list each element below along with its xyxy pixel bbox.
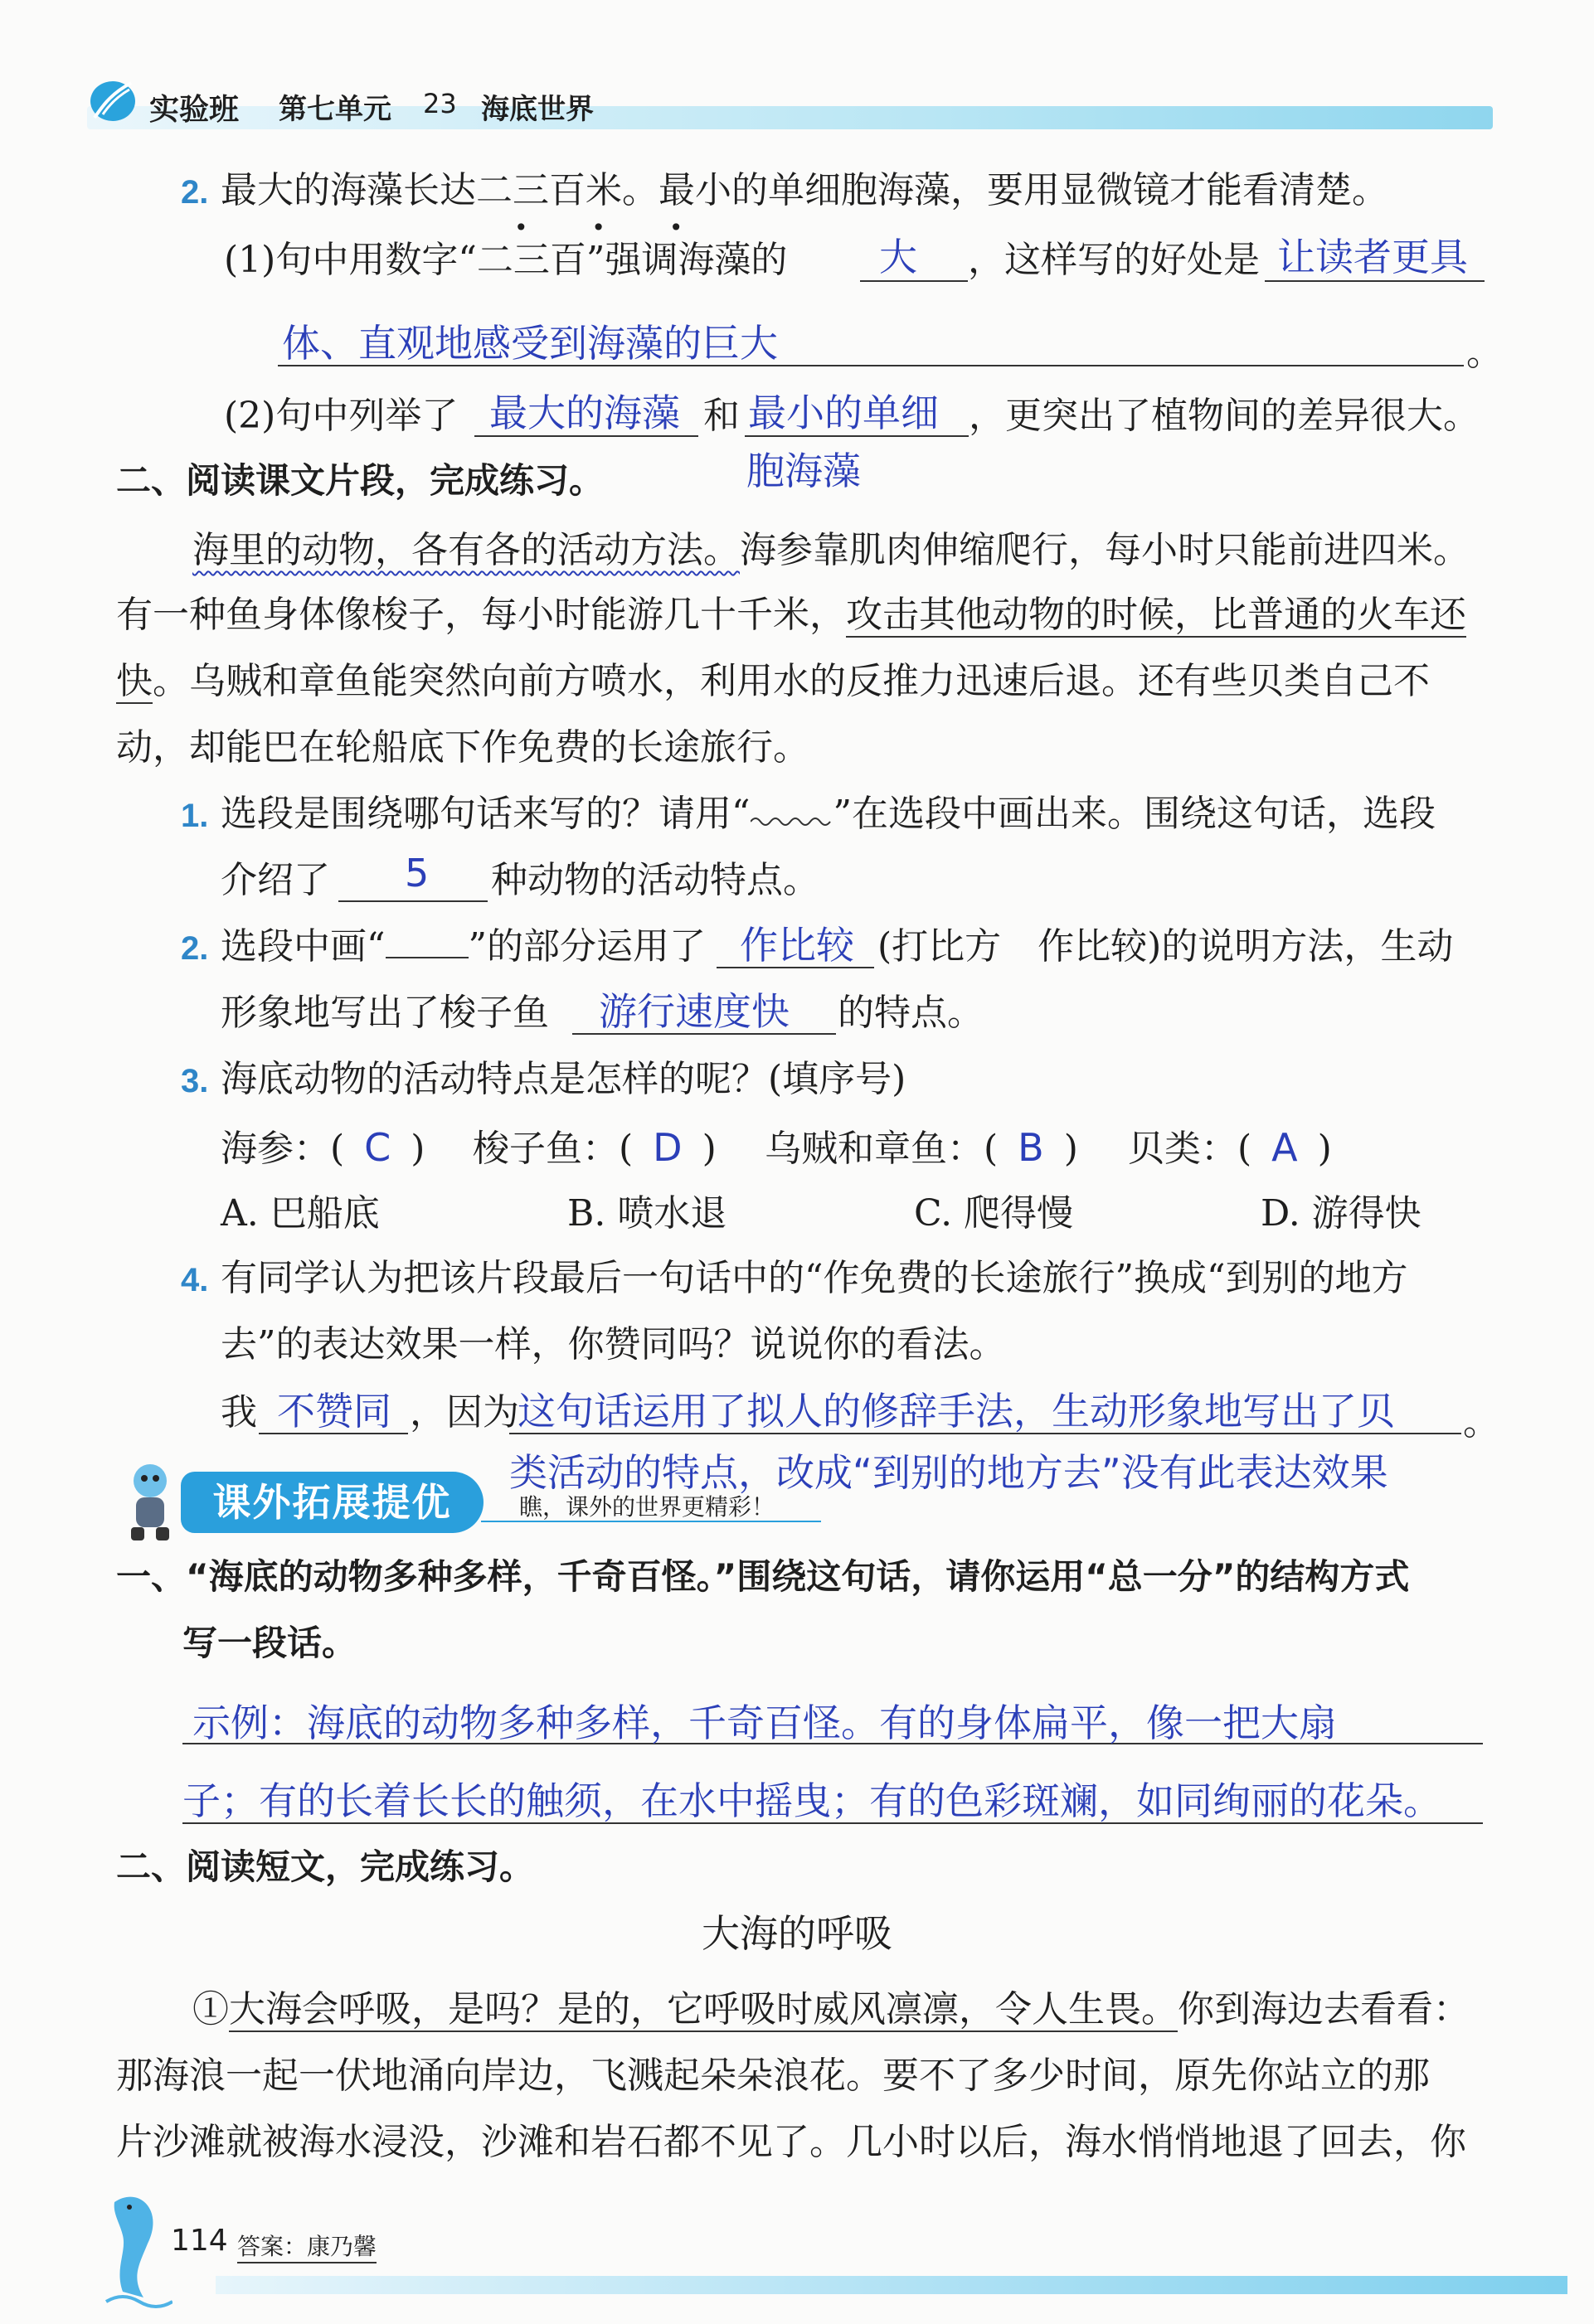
answer-blank — [338, 900, 488, 902]
passage-text: 有一种鱼身体像梭子，每小时能游几十千米， — [116, 594, 846, 636]
answer-text: 5 — [405, 851, 430, 895]
underlined-text: 大海会呼吸，是吗？是的，它呼吸时威风凛凛，令人生畏。 — [229, 1988, 1178, 2030]
header-lesson-title: 海底世界 — [481, 93, 594, 126]
answer-prefix: 我 — [221, 1391, 257, 1434]
article-line-2: 那海浪一起一伏地涌向岸边，飞溅起朵朵浪花。要不了多少时间，原先你站立的那 — [116, 2055, 1430, 2097]
answer-text: 最大的海藻 — [489, 391, 680, 435]
question-text: 海底动物的活动特点是怎样的呢？(填序号) — [221, 1058, 906, 1100]
item-close: ) — [411, 1128, 425, 1170]
section-heading: 二、阅读短文，完成练习。 — [116, 1846, 535, 1887]
question-number: 3. — [181, 1063, 209, 1099]
answer-text: 这句话运用了拟人的修辞手法，生动形象地写出了贝 — [518, 1389, 1395, 1434]
question-text-part: 选段中画“ — [221, 925, 386, 968]
period: 。 — [1466, 332, 1503, 374]
answer-text: 不赞同 — [277, 1389, 391, 1434]
sub-question-1: (1)句中用数字“二三百”强调海藻的 — [224, 239, 788, 281]
header-brand: 实验班 — [149, 93, 240, 127]
question-text-part: ”在选段中画出来。围绕这句话，选段 — [833, 793, 1436, 835]
period: 。 — [1463, 1401, 1499, 1443]
answer-text: 子；有的长着长长的触须，在水中摇曳；有的色彩斑斓，如同绚丽的花朵。 — [182, 1778, 1441, 1823]
section-heading: 二、阅读课文片段，完成练习。 — [116, 460, 605, 501]
answer-text: 体、直观地感受到海藻的巨大 — [282, 321, 778, 366]
question-text: 一、“海底的动物多种多样，千奇百怪。”围绕这句话，请你运用“总一分”的结构方式 — [116, 1556, 1410, 1597]
question-text: 写一段话。 — [182, 1623, 357, 1663]
question-text: 介绍了 — [221, 859, 330, 901]
answer-credit: 答案：康乃馨 — [237, 2229, 377, 2263]
question-number: 4. — [181, 1262, 209, 1298]
conjunction: 和 — [703, 395, 740, 437]
sub-question-1-middle: ，这样写的好处是 — [968, 239, 1260, 281]
passage-text: 海参靠肌肉伸缩爬行，每小时只能前进四米。 — [740, 529, 1470, 571]
item-close: ) — [1063, 1128, 1078, 1170]
answer-text: 示例：海底的动物多种多样，千奇百怪。有的身体扁平，像一把大扇 — [192, 1701, 1337, 1745]
passage-line-2 — [116, 590, 1466, 640]
item-label: 贝类：( — [1128, 1128, 1252, 1170]
article-title: 大海的呼吸 — [702, 1911, 892, 1956]
header-unit: 第七单元 — [279, 93, 391, 126]
passage-line-3 — [116, 657, 1430, 706]
q3-item-shuttle-fish — [473, 1123, 717, 1174]
leaf-logo-icon — [88, 78, 138, 128]
answer-text: A — [1271, 1125, 1298, 1170]
answer-text: 胞海藻 — [746, 449, 861, 493]
item-label: 乌贼和章鱼：( — [765, 1128, 999, 1170]
article-line-1 — [192, 1985, 1470, 2035]
question-text: 形象地写出了梭子鱼 — [221, 992, 549, 1034]
banner-tagline: 瞧，课外的世界更精彩！ — [519, 1493, 775, 1521]
q3-item-sea-cucumber — [221, 1123, 425, 1174]
item-close: ) — [1317, 1128, 1332, 1170]
question-text-part: ”的部分运用了 — [468, 925, 706, 968]
answer-text: 最小的单细 — [748, 391, 939, 435]
answer-middle: ，因为 — [410, 1391, 519, 1434]
article-text: 你到海边去看看： — [1178, 1988, 1470, 2030]
emphasis-dots: • • • — [514, 214, 712, 241]
answer-text: 类活动的特点，改成“到别的地方去”没有此表达效果 — [509, 1450, 1388, 1495]
footer-band — [216, 2276, 1567, 2294]
sub-question-2: (2)句中列举了 — [224, 395, 459, 437]
option-d: D. 游得快 — [1261, 1192, 1421, 1235]
question-text-part: 选段是围绕哪句话来写的？请用“ — [221, 793, 751, 835]
straight-line-symbol — [386, 932, 469, 958]
answer-text: 大 — [879, 235, 917, 279]
passage-text: 。乌贼和章鱼能突然向前方喷水，利用水的反推力迅速后退。还有些贝类自己不 — [153, 660, 1430, 702]
question-text: 有同学认为把该片段最后一句话中的“作免费的长途旅行”换成“到别的地方 — [221, 1257, 1408, 1299]
option-b: B. 喷水退 — [567, 1192, 727, 1235]
wavy-line-symbol — [751, 792, 833, 842]
mascot-icon — [113, 1458, 187, 1550]
question-number: 1. — [181, 798, 209, 834]
q3-item-squid-octopus — [765, 1123, 1078, 1174]
question-number: 2. — [181, 174, 209, 211]
article-line-3: 片沙滩就被海水浸没，沙滩和岩石都不见了。几小时以后，海水悄悄地退了回去，你 — [116, 2121, 1466, 2163]
sub-question-2-suffix: ，更突出了植物间的差异很大。 — [969, 395, 1480, 437]
question-text: 的特点。 — [838, 992, 984, 1034]
paragraph-marker: ① — [192, 1988, 229, 2030]
answer-text: B — [1018, 1125, 1044, 1170]
answer-text: 作比较 — [740, 923, 854, 968]
q3-item-shellfish — [1128, 1123, 1332, 1174]
question-number: 2. — [181, 930, 209, 967]
item-close: ) — [702, 1128, 717, 1170]
banner-title: 课外拓展提优 — [181, 1472, 484, 1533]
option-c: C. 爬得慢 — [914, 1192, 1074, 1235]
question-text — [221, 789, 1436, 842]
passage-line-1 — [192, 526, 1470, 575]
question-text: 最大的海藻长达二三百米。最小的单细胞海藻，要用显微镜才能看清楚。 — [221, 169, 1388, 211]
page-number: 114 — [171, 2224, 228, 2258]
question-text — [221, 922, 706, 972]
option-a: A. 巴船底 — [221, 1192, 380, 1235]
answer-text: 让读者更具 — [1277, 235, 1468, 279]
dolphin-icon — [98, 2186, 173, 2313]
item-label: 海参：( — [221, 1128, 345, 1170]
question-text: (打比方 作比较)的说明方法，生动 — [877, 925, 1454, 968]
header-lesson-number: 23 — [423, 88, 457, 119]
item-label: 梭子鱼：( — [473, 1128, 634, 1170]
answer-text: C — [364, 1125, 391, 1170]
underlined-text: 快 — [116, 660, 153, 702]
question-text: 去”的表达效果一样，你赞同吗？说说你的看法。 — [221, 1323, 1006, 1366]
question-text: 种动物的活动特点。 — [491, 859, 819, 901]
underlined-text: 攻击其他动物的时候，比普通的火车还 — [846, 594, 1466, 636]
answer-text: D — [653, 1125, 683, 1170]
topic-sentence: 海里的动物，各有各的活动方法。 — [192, 529, 740, 571]
banner-underline — [481, 1521, 821, 1522]
answer-text: 游行速度快 — [599, 989, 790, 1034]
passage-line-4: 动，却能巴在轮船底下作免费的长途旅行。 — [116, 726, 809, 769]
